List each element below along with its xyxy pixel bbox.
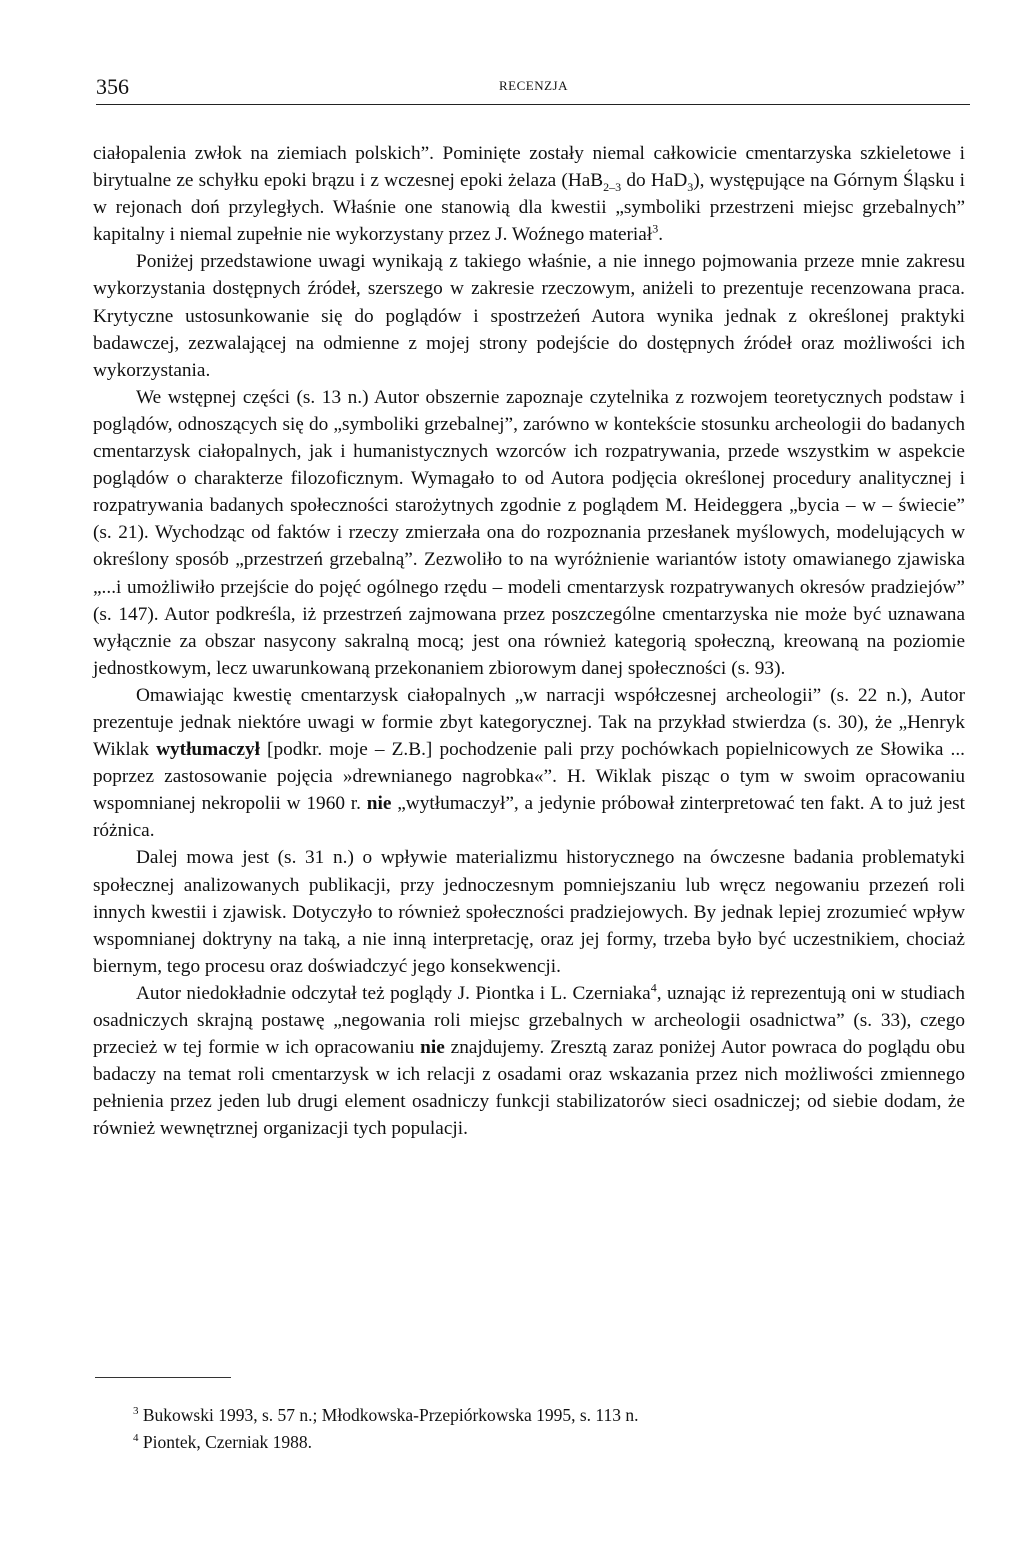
paragraph [93,980,965,1143]
text-run: znajdujemy. Zresztą zaraz poniżej Autor powraca do poglądu obu badaczy na temat roli cmentarzysk w ich relacji z osadami oraz wskazania przez nich możliwości zmiennego pełnienia przez jeden lub drugi element osadniczy funkcji stabilizatorów sieci osadniczej; od siebie dodam, że również wewnętrznej organizacji tych populacji. [93,1037,966,1140]
page-number: 356 [96,74,129,99]
text-run: Poniżej przedstawione uwagi wynikają z takiego właśnie, a nie innego pojmowania przeze mnie zakresu wykorzystania dostępnych źródeł, szerszego w zakresie rzeczowym, aniżeli to prezentuje recenzowana praca. Krytyczne ustosunkowanie się do poglądów i spostrzeżeń Autora wynika jednak z określonej praktyki badawczej, zezwalającej na odmienne z mojej strony podejście do dostępnych źródeł oraz możliwości ich wykorzystania. [93,251,965,381]
footnotes [133,1402,913,1456]
paragraph [93,248,965,383]
paragraph [93,844,965,979]
footnote-ref: 3 [652,221,659,236]
text-run: [podkr. moje – Z.B.] pochodzenie pali przy pochówkach popielnicowych ze Słowika ... poprzez zastosowanie pojęcia »drewnianego nagrobka«”. H. Wiklak pisząc o tym w swoim opracowaniu wspomnianej nekropolii w 1960 r. [93,739,966,815]
footnote-text: Piontek, Czerniak 1988. [138,1432,313,1452]
footnote-text: Bukowski 1993, s. 57 n.; Młodkowska-Przepiórkowska 1995, s. 113 n. [138,1405,639,1425]
bold-text: wytłumaczył [156,739,260,761]
subscript: 3 [687,179,694,194]
paragraph [93,384,965,682]
footnote [133,1429,913,1456]
text-run: „wytłumaczył”, a jedynie próbował zinterpretować ten fakt. A to już jest różnica. [93,793,965,842]
bold-text: nie [366,793,392,815]
footnote [133,1402,913,1429]
text-run: , uznając iż reprezentują oni w studiach osadniczych skrajną postawę „negowania roli miejsc grzebalnych w archeologii osadnictwa” (s. 33), czego przecież w tej formie w ich opracowaniu [93,982,965,1059]
footnote-ref: 4 [650,980,657,995]
text-run: Autor niedokładnie odczytał też poglądy J. Piontka i L. Czerniaka [136,982,651,1004]
page-header [96,74,970,105]
text-run: We wstępnej części (s. 13 n.) Autor obszernie zapoznaje czytelnika z rozwojem teoretycznych podstaw i poglądów, odnoszących się do „symboliki grzebalnej”, zarówno w kontekście stosunku archeologii do badanych cmentarzysk ciałopalnych, jak i humanistycznych wzorców ich rozpatrywania, przede wszystkim w aspekcie poglądów o charakterze filozoficznym. Wymagało to od Autora podjęcia określonej procedury analitycznej i rozpatrywania badanych społeczności starożytnych zgodnie z poglądem M. Heideggera „bycia – w – świecie” (s. 21). Wychodząc od faktów i rzeczy zmierzała ona do rozpoznania przesłanek myślowych, modelujących w określony sposób „przestrzeń grzebalną”. Zezwoliło to na wyróżnienie wariantów istoty omawianego zjawiska „...i umożliwiło przejście do pojęć ogólnego rzędu – modeli cmentarzysk rozpatrywanych okresów pradziejów” (s. 147). Autor podkreśla, iż przestrzeń zajmowana przez poszczególne cmentarzyska nie może być uznawana wyłącznie za obszar nasycony sakralną mocą; jest ona również kategorią społeczną, kreowaną na poziomie jednostkowym, lecz uwarunkowaną przekonaniem zbiorowym danej społeczności (s. 93). [93,386,965,679]
text-run: . [658,224,664,246]
running-head: RECENZJA [499,78,568,93]
text-run: Dalej mowa jest (s. 31 n.) o wpływie materializmu historycznego na ówczesne badania problematyki społecznej analizowanych publikacji, przy jednoczesnym pomniejszaniu lub wręcz negowaniu przezeń roli innych kwestii i zjawisk. Dotyczyło to również społeczności pradziejowych. By jednak lepiej zrozumieć wpływ wspomnianej doktryny na taką, a nie inną interpretację, oraz jej formy, trzeba było być uczestnikiem, chociaż biernym, tego procesu oraz doświadczyć jego konsekwencji. [93,847,965,977]
paragraph [93,682,965,845]
text-run: ciałopalenia zwłok na ziemiach polskich”. Pominięte zostały niemal całkowicie cmentarzyska szkieletowe i birytualne ze schyłku epoki brązu i z wczesnej epoki żelaza (HaB [93,143,965,192]
footnote-number: 3 [133,1405,139,1418]
subscript: 2–3 [603,179,622,194]
footnote-number: 4 [133,1432,139,1445]
text-run: Omawiając kwestię cmentarzysk ciałopalnych „w narracji współczesnej archeologii” (s. 22 n.), Autor prezentuje jednak niektóre uwagi w formie zbyt kategorycznej. Tak na przykład stwierdza (s. 30), że „Henryk Wiklak [93,684,965,761]
paragraph [93,140,965,248]
body-text [93,140,965,1142]
text-run: do HaD [621,170,688,192]
bold-text: nie [420,1037,445,1059]
footnote-separator [95,1377,231,1378]
text-run: ), występujące na Górnym Śląsku i w rejonach doń przyległych. Właśnie one stanowią dla kwestii „symboliki przestrzeni miejsc grzebalnych” kapitalny i niemal zupełnie nie wykorzystany przez J. Woźnego materiał [93,170,965,246]
